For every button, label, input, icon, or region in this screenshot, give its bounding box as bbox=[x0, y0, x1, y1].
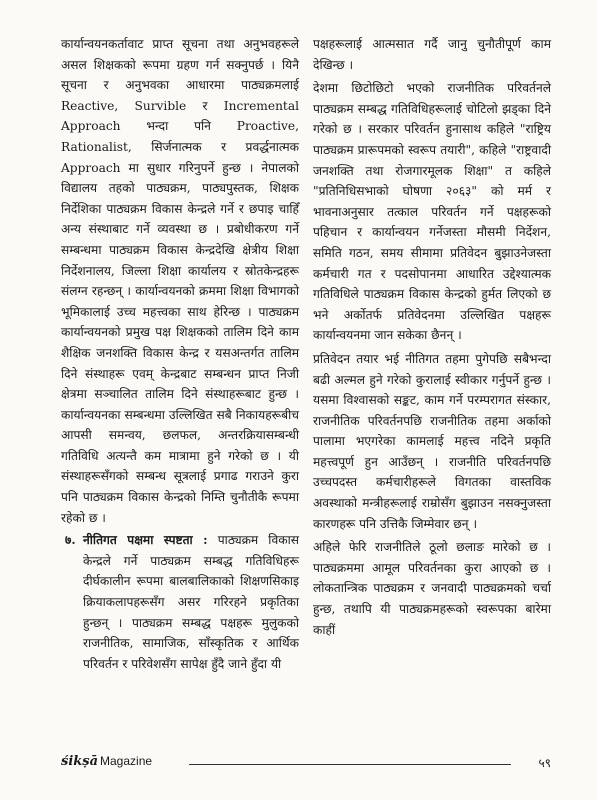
list-item-number: ७. bbox=[65, 533, 76, 548]
right-paragraph: देशमा छिटोछिटो भएको राजनीतिक परिवर्तनले पाठ्यक्रम सम्बद्ध गतिविधिहरूलाई चोटिलो झड्का दिने गरेको छ । सरकार परिवर्तन हुनासाथ कहिले "राष्ट्रिय पाठ्यक्रम प्रारूपमको स्वरूप तयारी", कहिले "राष्ट्रवादी जनशक्ति तथा रोजगारमूलक शिक्षा" त कहिले "प्रतिनिधिसभाको घोषणा २०६३" को मर्म र भावनाअनुसार तत्काल परिवर्तन गर्ने पक्षहरूको पहिचान र कार्यान्वयन गर्नेजस्ता मौसमी निर्देशन, समिति गठन, समय सीमामा प्रतिवेदन बुझाउनेजस्ता कर्मचारी गत र पदसोपानमा आधारित उद्देश्यात्मक गतिविधिले पाठ्यक्रम विकास केन्द्रको हुर्मत लिएको छ भने अर्कोतर्फ प्रतिवेदनमा उल्लिखित पक्षहरू कार्यान्वयनमा जान सकेका छैनन् । bbox=[313, 81, 551, 343]
list-item-body bbox=[83, 530, 299, 674]
brand-name: śikṣā bbox=[61, 754, 99, 769]
right-paragraph: अहिले फेरि राजनीतिले ठूलो छलाङ मारेको छ । पाठ्यक्रममा आमूल परिवर्तनका कुरा आएको छ । लोकतान्त्रिक पाठ्यक्रम र जनवादी पाठ्यक्रमको चर्चा हुन्छ, तथापि यी पाठ्यक्रमहरूको स्वरूपका बारेमा काहीं bbox=[313, 540, 551, 637]
list-item-text: पाठ्यक्रम विकास केन्द्रले गर्ने पाठ्यक्रम सम्बद्ध गतिविधिहरू दीर्घकालीन रूपमा बालबालिकाको शिक्षणसिकाइ क्रियाकलापहरूसँग असर गरिरहने प्रकृतिका हुन्छन् । पाठ्यक्रम सम्बद्ध पक्षहरू मुलुकको राजनीतिक, सामाजिक, साँस्कृतिक र आर्थिक परिवर्तन र परिवेशसँग सापेक्ष हुँदै जाने हुँदा यी bbox=[83, 533, 299, 671]
footer-rule bbox=[189, 764, 511, 765]
magazine-brand bbox=[61, 754, 152, 769]
brand-suffix: Magazine bbox=[100, 754, 153, 768]
intro-paragraph: कार्यान्वयनकर्तावाट प्राप्त सूचना तथा अनुभवहरूले असल शिक्षकको रूपमा ग्रहण गर्न सक्नुपर्छ । यिनै सूचना र अनुभवका आधारमा पाठ्यक्रमलाई Reactive, Survible र Incremental Approach भन्दा पनि Proactive, Rationalist, सिर्जनात्मक र प्रवर्द्धनात्मक Approach मा सुधार गरिनुपर्ने हुन्छ । नेपालको विद्यालय तहको पाठ्यक्रम, पाठ्यपुस्तक, शिक्षक निर्देशिका पाठ्यक्रम विकास केन्द्रले गर्ने र छपाइ चाहिँ अन्य संस्थाबाट गर्ने व्यवस्था छ । प्रबोधीकरण गर्ने सम्बन्धमा पाठ्यक्रम विकास केन्द्रदेखि क्षेत्रीय शिक्षा निर्देशनालय, जिल्ला शिक्षा कार्यालय र स्रोतकेन्द्रहरू संलग्न रहन्छन् । कार्यान्वयनको क्रममा शिक्षा विभागको भूमिकालाई उच्च महत्त्वका साथ हेरिन्छ । पाठ्यक्रम कार्यान्वयनको प्रमुख पक्ष शिक्षकको तालिम दिने काम शैक्षिक जनशक्ति विकास केन्द्र र यसअन्तर्गत तालिम दिने संस्थाहरू एवम् केन्द्रबाट सम्बन्धन प्राप्त निजी क्षेत्रमा सञ्चालित तालिम दिने संस्थाहरूबाट हुन्छ । कार्यान्वयनका सम्बन्धमा उल्लिखित सबै निकायहरूबीच आपसी समन्वय, छलफल, अन्तरक्रियासम्बन्धी गतिविधि अत्यन्तै कम मात्रामा हुने गरेको छ । यी संस्थाहरूसँगको सम्बन्ध सूत्रलाई प्रगाढ गराउने कुरा पनि पाठ्यक्रम विकास केन्द्रको निम्ति चुनौतीकै रूपमा रहेको छ । bbox=[61, 37, 299, 525]
list-item-policy-clarity bbox=[61, 530, 299, 674]
right-paragraph: प्रतिवेदन तयार भई नीतिगत तहमा पुगेपछि सबैभन्दा बढी अल्मल हुने गरेको कुरालाई स्वीकार गर्नुपर्ने हुन्छ । यसमा विश्वासको सङ्कट, काम गर्ने परम्परागत संस्कार, राजनीतिक परिवर्तनपछि राजनीतिक तहमा अर्काको पालामा भएगरेका कामलाई महत्त्व नदिने प्रकृति महत्त्वपूर्ण हुन आउँछन् । राजनीति परिवर्तनपछि उच्चपदस्त कर्मचारीहरूले विगतका वास्तविक अवस्थाको मन्त्रीहरूलाई राम्रोसँग बुझाउन नसक्नुजस्ता कारणहरू पनि उत्तिकै जिम्मेवार छन् । bbox=[313, 351, 551, 531]
right-column bbox=[313, 34, 551, 640]
right-paragraph: पक्षहरूलाई आत्मसात गर्दै जानु चुनौतीपूर्ण काम देखिन्छ । bbox=[313, 37, 551, 72]
page-footer bbox=[61, 754, 551, 774]
list-item-heading: नीतिगत पक्षमा स्पष्टता : bbox=[83, 533, 208, 548]
left-column bbox=[61, 34, 299, 674]
page-number: ५९ bbox=[538, 756, 551, 770]
